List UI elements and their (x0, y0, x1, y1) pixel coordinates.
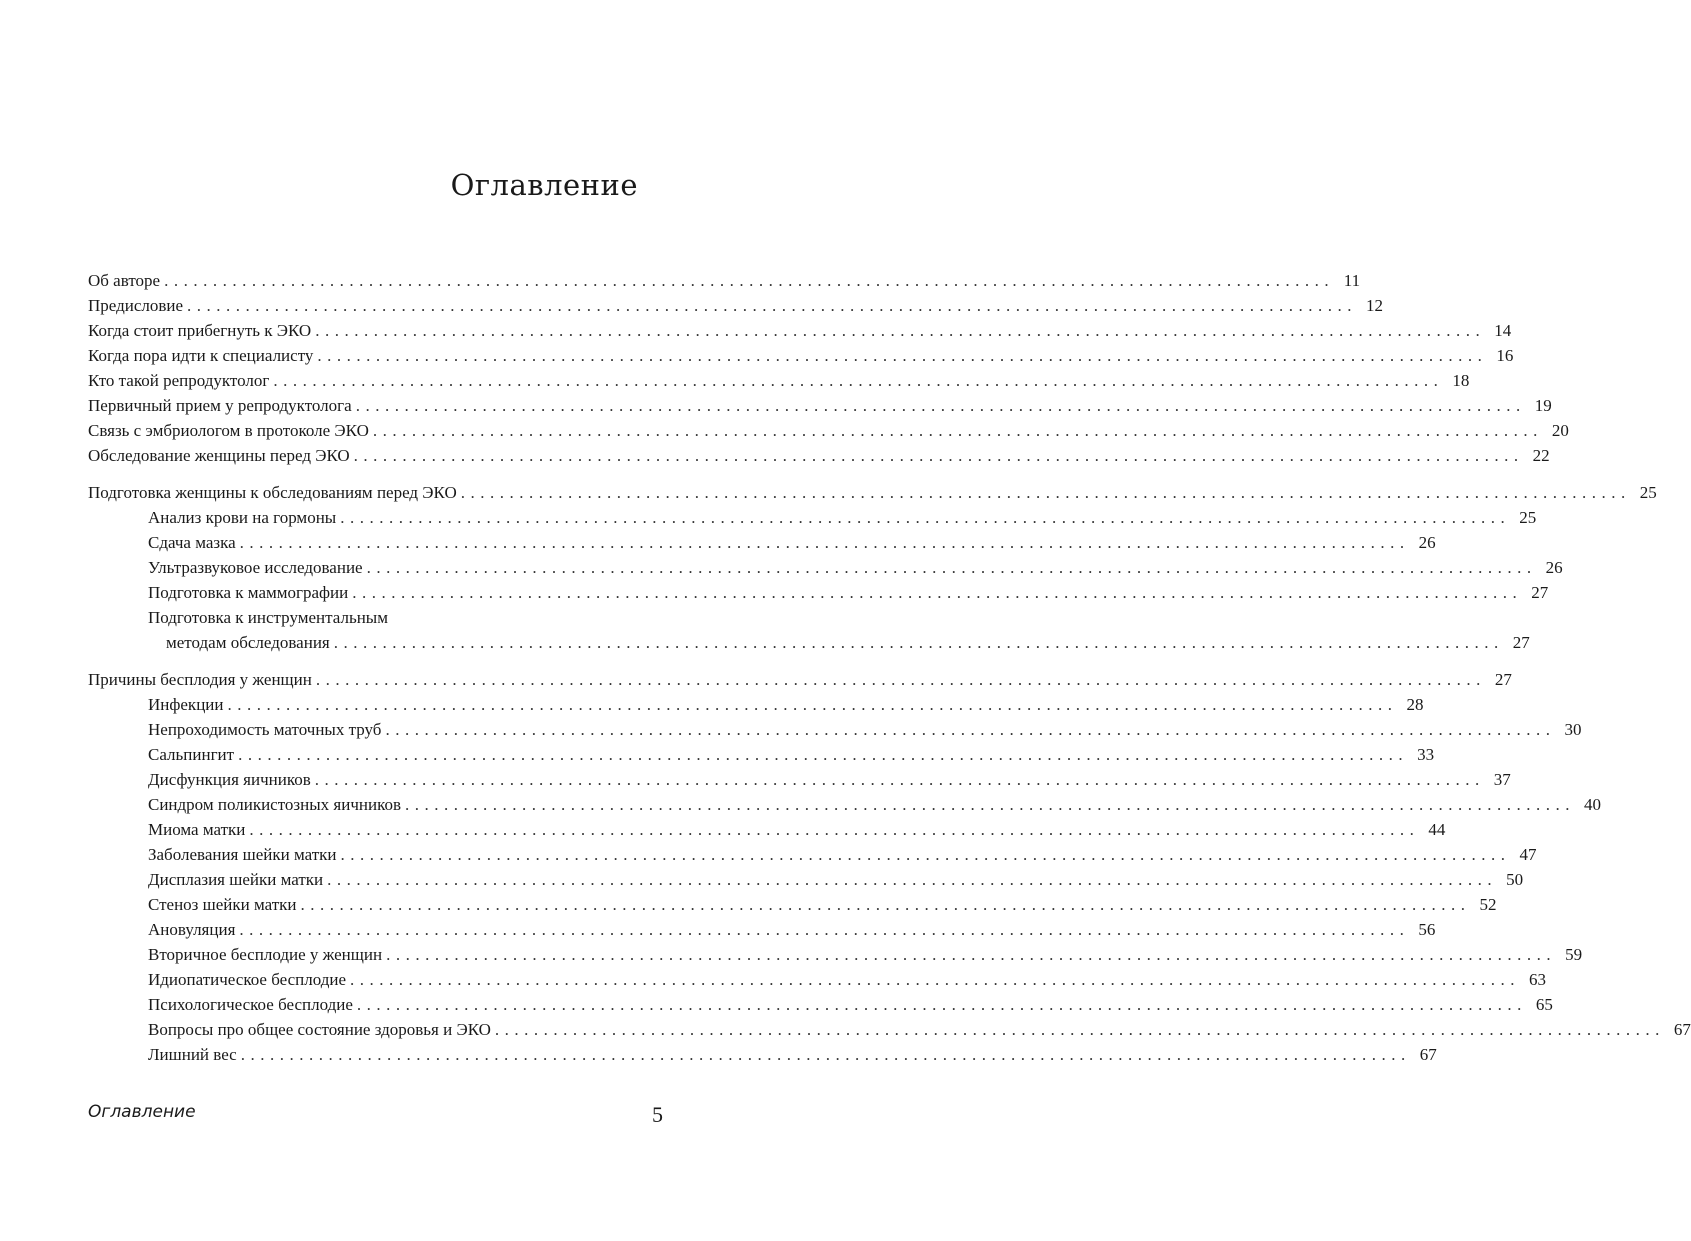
toc-entry-label: Причины бесплодия у женщин (88, 670, 312, 689)
toc-entry-label: Ановуляция (148, 920, 236, 939)
toc-entry[interactable] (88, 480, 1657, 505)
toc-entry-page: 27 (1494, 670, 1512, 689)
toc-entry-label: Психологическое бесплодие (148, 995, 353, 1014)
toc-entry[interactable] (88, 717, 1582, 742)
toc-entry-page: 65 (1535, 995, 1553, 1014)
dot-leader: ........................................................................................................................ (273, 371, 1444, 390)
toc-entry[interactable] (88, 268, 1361, 293)
toc-entry-label: Синдром поликистозных яичников (148, 795, 401, 814)
toc-entry-label: Об авторе (88, 271, 161, 290)
toc-entry[interactable] (88, 580, 1549, 605)
toc-entry-label: Кто такой репродуктолог (88, 371, 270, 390)
toc-entry-page: 56 (1418, 920, 1436, 939)
dot-leader: ........................................................................................................................ (249, 820, 1420, 839)
toc-entry-label: Идиопатическое бесплодие (148, 970, 347, 989)
toc-entry-page: 67 (1673, 1020, 1691, 1039)
toc-entry-page: 59 (1565, 945, 1583, 964)
dot-leader: ........................................................................................................................ (327, 870, 1498, 889)
toc-entry-label: Сальпингит (148, 745, 235, 764)
toc-entry[interactable] (88, 917, 1436, 942)
toc-entry-page: 33 (1417, 745, 1435, 764)
toc-entry[interactable] (88, 892, 1497, 917)
dot-leader: ........................................................................................................................ (350, 970, 1521, 989)
toc-entry-label: Когда стоит прибегнуть к ЭКО (88, 321, 312, 340)
dot-leader: ........................................................................................................................ (372, 421, 1543, 440)
toc-entry[interactable] (88, 692, 1424, 717)
toc-entry-page: 30 (1564, 720, 1582, 739)
dot-leader: ........................................................................................................................ (405, 795, 1575, 814)
toc-entry-page: 52 (1479, 895, 1497, 914)
toc-entry-label: Вторичное бесплодие у женщин (148, 945, 383, 964)
toc-entry-label: Дисфункция яичников (148, 770, 311, 789)
toc-entry[interactable] (88, 630, 1530, 655)
toc-entry[interactable] (88, 992, 1553, 1017)
dot-leader: ........................................................................................................................ (385, 720, 1556, 739)
toc-entry[interactable] (88, 530, 1436, 555)
toc-group (88, 268, 1569, 468)
toc-entry-label: Инфекции (148, 695, 224, 714)
toc-entry-label: Непроходимость маточных труб (148, 720, 382, 739)
toc-entry[interactable] (88, 505, 1537, 530)
toc-entry-label: Подготовка к маммографии (148, 583, 349, 602)
toc-entry-label: Ультразвуковое исследование (148, 558, 363, 577)
dot-leader: ........................................................................................................................ (353, 446, 1524, 465)
toc-entry-page: 27 (1512, 633, 1530, 652)
toc-entry[interactable] (88, 343, 1514, 368)
dot-leader: ........................................................................................................................ (300, 895, 1471, 914)
toc-entry[interactable] (88, 842, 1537, 867)
toc-entry-page: 63 (1529, 970, 1547, 989)
dot-leader: ........................................................................................................................ (386, 945, 1557, 964)
toc-entry-page: 25 (1639, 483, 1657, 502)
dot-leader: ........................................................................................................................ (315, 321, 1486, 340)
dot-leader: ........................................................................................................................ (356, 995, 1527, 1014)
toc-entry[interactable] (88, 817, 1446, 842)
dot-leader: ........................................................................................................................ (315, 670, 1486, 689)
toc-entry[interactable] (88, 318, 1512, 343)
toc-entry-label: Анализ крови на гормоны (148, 508, 337, 527)
toc-group (88, 667, 1691, 1067)
toc-entry-page: 14 (1494, 321, 1512, 340)
dot-leader: ........................................................................................................................ (366, 558, 1537, 577)
dot-leader: ........................................................................................................................ (352, 583, 1523, 602)
toc-entry-label: Миома матки (148, 820, 246, 839)
dot-leader: ........................................................................................................................ (227, 695, 1398, 714)
dot-leader: ........................................................................................................................ (314, 770, 1485, 789)
toc-entry[interactable] (88, 742, 1435, 767)
toc-entry-page: 16 (1496, 346, 1514, 365)
toc-entry-label: Первичный прием у репродуктолога (88, 396, 352, 415)
dot-leader: ........................................................................................................................ (238, 745, 1409, 764)
toc-entry-page: 19 (1534, 396, 1552, 415)
toc-group (88, 480, 1657, 655)
dot-leader: ........................................................................................................................ (239, 533, 1410, 552)
toc-entry-label: Предисловие (88, 296, 184, 315)
page-title: Оглавление (450, 168, 638, 202)
toc-entry-label: Стеноз шейки матки (148, 895, 297, 914)
toc-entry-page: 18 (1452, 371, 1470, 390)
toc-entry-page: 50 (1506, 870, 1524, 889)
toc-entry[interactable] (88, 555, 1563, 580)
toc-entry-page: 67 (1419, 1045, 1437, 1064)
toc-entry[interactable] (88, 1017, 1691, 1042)
dot-leader: ........................................................................................................................ (187, 296, 1358, 315)
toc-entry[interactable] (88, 942, 1583, 967)
toc-entry-page: 20 (1551, 421, 1569, 440)
toc-entry-label: Заболевания шейки матки (148, 845, 337, 864)
dot-leader: ........................................................................................................................ (494, 1020, 1665, 1039)
toc-entry[interactable] (88, 767, 1511, 792)
toc-entry-page: 25 (1519, 508, 1537, 527)
toc-entry-label: Вопросы про общее состояние здоровья и ЭКО (148, 1020, 491, 1039)
dot-leader: ........................................................................................................................ (340, 508, 1511, 527)
toc-entry-page: 22 (1532, 446, 1550, 465)
dot-leader: ........................................................................................................................ (355, 396, 1526, 415)
toc-entry-label: Когда пора идти к специалисту (88, 346, 314, 365)
dot-leader: ........................................................................................................................ (460, 483, 1631, 502)
toc-entry[interactable] (88, 293, 1384, 318)
toc-entry-page: 27 (1531, 583, 1549, 602)
toc-entry[interactable] (88, 1042, 1437, 1067)
toc-entry-label: Подготовка женщины к обследованиям перед ЭКО (88, 483, 457, 502)
dot-leader: ........................................................................................................................ (164, 271, 1335, 290)
toc-entry-label: Дисплазия шейки матки (148, 870, 324, 889)
toc-entry-label: Обследование женщины перед ЭКО (88, 446, 350, 465)
toc-entry-page: 44 (1428, 820, 1446, 839)
dot-leader: ........................................................................................................................ (239, 920, 1410, 939)
toc-entry-page: 37 (1493, 770, 1511, 789)
toc-entry[interactable] (88, 792, 1601, 817)
toc-entry-page: 40 (1584, 795, 1601, 814)
toc-entry[interactable] (88, 443, 1550, 468)
dot-leader: ........................................................................................................................ (333, 633, 1504, 652)
table-of-contents (88, 268, 1691, 1079)
toc-entry[interactable] (88, 867, 1524, 892)
toc-entry[interactable] (88, 393, 1552, 418)
toc-entry[interactable] (88, 368, 1470, 393)
toc-entry[interactable] (88, 967, 1547, 992)
toc-entry-label: Подготовка к инструментальным (148, 608, 388, 627)
dot-leader: ........................................................................................................................ (340, 845, 1511, 864)
toc-entry[interactable] (88, 418, 1569, 443)
toc-entry-label: Сдача мазка (148, 533, 236, 552)
running-title: Оглавление (88, 1102, 196, 1122)
toc-entry[interactable] (88, 667, 1512, 692)
toc-entry-label: Лишний вес (148, 1045, 237, 1064)
toc-entry-page: 26 (1418, 533, 1436, 552)
toc-entry-page: 28 (1406, 695, 1424, 714)
toc-entry-page: 26 (1545, 558, 1563, 577)
dot-leader: ........................................................................................................................ (240, 1045, 1411, 1064)
toc-entry-label: Связь с эмбриологом в протоколе ЭКО (88, 421, 369, 440)
dot-leader: ........................................................................................................................ (317, 346, 1488, 365)
toc-entry-page: 47 (1519, 845, 1537, 864)
toc-entry-page: 12 (1366, 296, 1384, 315)
toc-entry[interactable] (88, 605, 628, 630)
toc-entry-label: методам обследования (166, 633, 330, 652)
page-number: 5 (652, 1102, 663, 1127)
toc-entry-page: 11 (1343, 271, 1361, 290)
